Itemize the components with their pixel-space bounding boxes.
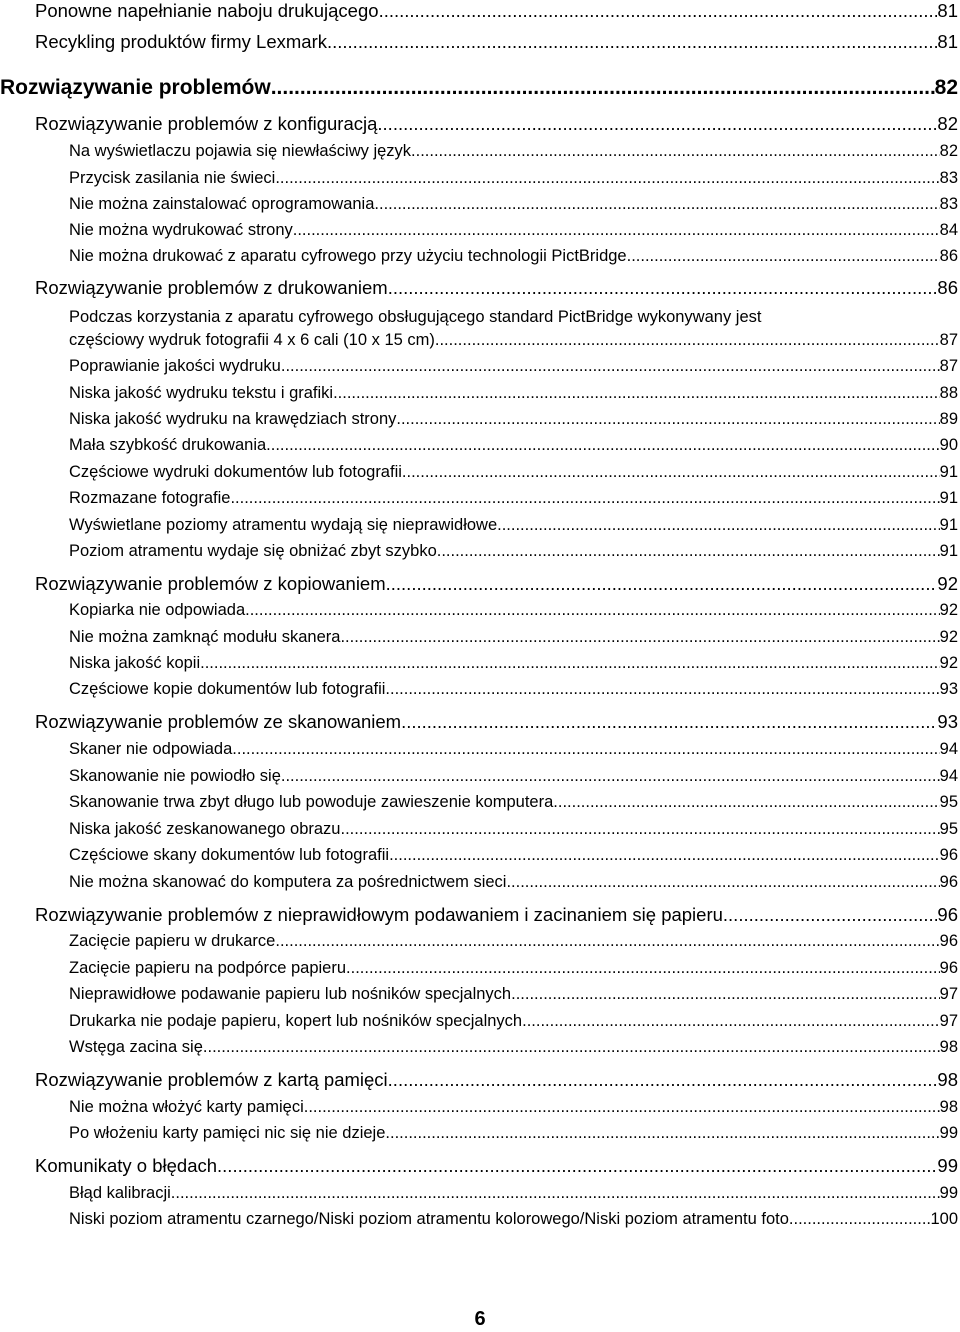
toc-entry[interactable] <box>35 0 958 22</box>
toc-subentry[interactable] <box>69 516 958 535</box>
leader-dots <box>401 711 937 733</box>
leader-dots <box>200 654 940 673</box>
toc-entry-title: Rozwiązywanie problemów z nieprawidłowym podawaniem i zacinaniem się papieru <box>35 904 723 925</box>
leader-dots <box>271 76 935 100</box>
toc-subentry-title: częściowy wydruk fotografii 4 x 6 cali (10 x 15 cm) <box>69 331 435 349</box>
toc-subentry[interactable] <box>69 410 958 429</box>
toc-subentry[interactable] <box>69 820 958 839</box>
toc-subentry[interactable] <box>69 932 958 951</box>
toc-entry-page: 98 <box>937 1069 958 1090</box>
toc-subentry[interactable] <box>69 331 958 350</box>
toc-subentry-page: 90 <box>939 436 958 454</box>
toc-subentry[interactable] <box>69 247 958 266</box>
toc-entry-page: 99 <box>937 1155 958 1176</box>
toc-subentry[interactable] <box>69 463 958 482</box>
toc-subentry-page: 89 <box>939 410 958 428</box>
toc-subentry[interactable] <box>69 221 958 240</box>
toc-entry-title: Recykling produktów firmy Lexmark <box>35 31 327 52</box>
leader-dots <box>389 846 940 865</box>
toc-subentry-page: 97 <box>939 985 958 1003</box>
toc-entry-title: Rozwiązywanie problemów z kartą pamięci <box>35 1069 388 1090</box>
leader-dots <box>789 1210 931 1229</box>
toc-entry-page: 92 <box>937 573 958 594</box>
toc-subentry-page: 84 <box>939 221 958 239</box>
toc-entry-page: 81 <box>937 31 958 52</box>
toc-subentry-page: 96 <box>939 932 958 950</box>
leader-dots <box>217 1155 937 1177</box>
toc-section-title: Rozwiązywanie problemów <box>0 76 271 99</box>
leader-dots <box>232 740 939 759</box>
leader-dots <box>388 277 938 299</box>
leader-dots <box>553 793 939 812</box>
toc-subentry-page: 96 <box>939 846 958 864</box>
toc-subentry-page: 86 <box>939 247 958 265</box>
toc-entry-title: Rozwiązywanie problemów z konfiguracją <box>35 113 378 134</box>
leader-dots <box>230 489 939 508</box>
page-number: 6 <box>474 1308 486 1330</box>
toc-subentry-title: Nie można drukować z aparatu cyfrowego przy użyciu technologii PictBridge <box>69 247 627 265</box>
toc-subentry-title: Niska jakość kopii <box>69 654 201 672</box>
toc-section-page: 82 <box>934 76 958 99</box>
toc-entry-title: Rozwiązywanie problemów z drukowaniem <box>35 277 388 298</box>
leader-dots <box>333 384 940 403</box>
toc-subentry-page: 88 <box>939 384 958 402</box>
toc-subentry[interactable] <box>69 1124 958 1143</box>
leader-dots <box>341 820 940 839</box>
leader-dots <box>522 1012 940 1031</box>
toc-subentry-title: Skanowanie trwa zbyt długo lub powoduje zawieszenie komputera <box>69 793 554 811</box>
toc-subentry-page: 99 <box>939 1124 958 1142</box>
leader-dots <box>293 221 940 240</box>
toc-subentry-title: Częściowe wydruki dokumentów lub fotografii <box>69 463 402 481</box>
toc-subentry-page: 91 <box>939 516 958 534</box>
toc-entry[interactable] <box>35 711 958 733</box>
toc-subentry-title: Nie można wydrukować strony <box>69 221 293 239</box>
toc-subentry-page: 92 <box>939 601 958 619</box>
toc-subentry-title: Kopiarka nie odpowiada <box>69 601 246 619</box>
toc-subentry[interactable] <box>69 1098 958 1117</box>
toc-subentry[interactable] <box>69 959 958 978</box>
leader-dots <box>388 1069 938 1091</box>
toc-subentry-page: 94 <box>939 767 958 785</box>
leader-dots <box>379 0 938 22</box>
toc-subentry[interactable] <box>69 1184 958 1203</box>
toc-subentry[interactable] <box>69 628 958 647</box>
toc-subentry[interactable] <box>69 169 958 188</box>
toc-subentry[interactable] <box>69 436 958 455</box>
toc-subentry[interactable] <box>69 846 958 865</box>
toc-entry-page: 82 <box>937 113 958 134</box>
toc-entry-page: 81 <box>937 0 958 21</box>
toc-subentry-title: Przycisk zasilania nie świeci <box>69 169 276 187</box>
toc-subentry-page: 91 <box>939 542 958 560</box>
toc-subentry-title: Nieprawidłowe podawanie papieru lub nośników specjalnych <box>69 985 512 1003</box>
toc-subentry-title: Mała szybkość drukowania <box>69 436 267 454</box>
toc-entry-page: 86 <box>937 277 958 298</box>
toc-entry-title: Komunikaty o błędach <box>35 1155 218 1176</box>
toc-subentry-title: Nie można zainstalować oprogramowania <box>69 195 375 213</box>
toc-subentry-title: Zacięcie papieru na podpórce papieru <box>69 959 347 977</box>
leader-dots <box>385 1124 939 1143</box>
leader-dots <box>327 31 937 53</box>
toc-entry[interactable] <box>35 31 958 53</box>
toc-subentry-page: 82 <box>939 142 958 160</box>
toc-subentry-page: 94 <box>939 740 958 758</box>
toc-subentry-page: 97 <box>939 1012 958 1030</box>
toc-subentry-title: Nie można włożyć karty pamięci <box>69 1098 304 1116</box>
toc-entry-page: 93 <box>937 711 958 732</box>
toc-subentry-title: Wyświetlane poziomy atramentu wydają się nieprawidłowe <box>69 516 498 534</box>
leader-dots <box>497 516 940 535</box>
toc-subentry-page: 99 <box>939 1184 958 1202</box>
leader-dots <box>396 410 939 429</box>
leader-dots <box>245 601 940 620</box>
toc-subentry[interactable] <box>69 384 958 403</box>
toc-entry-title: Ponowne napełnianie naboju drukującego <box>35 0 379 21</box>
toc-subentry[interactable] <box>69 680 958 699</box>
toc-subentry-page: 96 <box>939 959 958 977</box>
leader-dots <box>340 628 939 647</box>
toc-subentry[interactable] <box>69 142 958 161</box>
toc-subentry-title: Niska jakość zeskanowanego obrazu <box>69 820 341 838</box>
toc-subentry-page: 83 <box>939 195 958 213</box>
toc-subentry-page: 91 <box>939 489 958 507</box>
leader-dots <box>266 436 939 455</box>
toc-subentry-page: 92 <box>939 628 958 646</box>
toc-entry[interactable] <box>35 573 958 595</box>
toc-subentry[interactable] <box>69 793 958 812</box>
leader-dots <box>441 542 939 561</box>
toc-subentry-title: Poprawianie jakości wydruku <box>69 357 281 375</box>
toc-subentry[interactable] <box>69 654 958 673</box>
leader-dots <box>377 113 937 135</box>
toc-subentry-page: 96 <box>939 873 958 891</box>
toc-subentry-title: Zacięcie papieru w drukarce <box>69 932 276 950</box>
toc-entry-page: 96 <box>937 904 958 925</box>
leader-dots <box>402 463 940 482</box>
leader-dots <box>411 142 940 161</box>
toc-subentry[interactable] <box>69 767 958 786</box>
toc-subentry-title: Poziom atramentu wydaje się obniżać zbyt szybko. <box>69 542 442 560</box>
leader-dots <box>275 169 939 188</box>
toc-entry[interactable] <box>35 277 958 299</box>
toc-subentry-title: Na wyświetlaczu pojawia się niewłaściwy język <box>69 142 412 160</box>
leader-dots <box>435 331 940 350</box>
toc-subentry-title: Skanowanie nie powiodło się <box>69 767 281 785</box>
leader-dots <box>511 985 940 1004</box>
leader-dots <box>171 1184 940 1203</box>
toc-subentry[interactable] <box>69 489 958 508</box>
toc-subentry-page: 93 <box>939 680 958 698</box>
leader-dots <box>386 573 938 595</box>
toc-subentry-title: Rozmazane fotografie <box>69 489 231 507</box>
toc-subentry-title: Niska jakość wydruku na krawędziach strony <box>69 410 397 428</box>
toc-subentry[interactable] <box>69 1012 958 1031</box>
leader-dots <box>281 767 940 786</box>
toc-section[interactable] <box>0 76 958 100</box>
toc-subentry[interactable] <box>69 195 958 214</box>
leader-dots <box>203 1038 940 1057</box>
toc-subentry-title: Drukarka nie podaje papieru, kopert lub nośników specjalnych <box>69 1012 523 1030</box>
toc-subentry-title: Błąd kalibracji <box>69 1184 171 1202</box>
toc-subentry[interactable] <box>69 873 958 892</box>
toc-subentry[interactable] <box>69 740 958 759</box>
toc-subentry-page: 87 <box>939 331 958 349</box>
toc-entry-title: Rozwiązywanie problemów ze skanowaniem <box>35 711 402 732</box>
toc-subentry-title: Skaner nie odpowiada <box>69 740 233 758</box>
leader-dots <box>385 680 939 699</box>
toc-subentry-title: Nie można skanować do komputera za pośrednictwem sieci <box>69 873 507 891</box>
toc-subentry[interactable] <box>69 357 958 376</box>
leader-dots <box>506 873 939 892</box>
toc-entry[interactable] <box>35 113 958 135</box>
toc-subentry-title: Wstęga zacina się <box>69 1038 203 1056</box>
toc-subentry-title: Po włożeniu karty pamięci nic się nie dzieje <box>69 1124 386 1142</box>
leader-dots <box>374 195 939 214</box>
toc-subentry[interactable] <box>69 1038 958 1057</box>
toc-subentry[interactable] <box>69 985 958 1004</box>
toc-subentry-page: 87 <box>939 357 958 375</box>
toc-subentry-title: Częściowe kopie dokumentów lub fotografii <box>69 680 386 698</box>
toc-subentry-page: 83 <box>939 169 958 187</box>
leader-dots <box>346 959 940 978</box>
toc-subentry-page: 98 <box>939 1038 958 1056</box>
toc-subentry-title: Częściowe skany dokumentów lub fotografii <box>69 846 390 864</box>
toc-entry[interactable] <box>35 904 958 926</box>
toc-subentry-page: 98 <box>939 1098 958 1116</box>
toc-subentry-title: Nie można zamknąć modułu skanera <box>69 628 341 646</box>
toc-subentry-page: 95 <box>939 793 958 811</box>
toc-entry[interactable] <box>35 1069 958 1091</box>
toc-subentry-page: 91 <box>939 463 958 481</box>
toc-entry[interactable] <box>35 1155 958 1177</box>
leader-dots <box>304 1098 940 1117</box>
toc-subentry-title: Niska jakość wydruku tekstu i grafiki <box>69 384 334 402</box>
leader-dots <box>723 904 938 926</box>
toc-subentry-page: 100 <box>930 1210 958 1228</box>
leader-dots <box>627 247 940 266</box>
toc-subentry[interactable] <box>69 1210 958 1229</box>
leader-dots <box>275 932 939 951</box>
leader-dots <box>281 357 940 376</box>
toc-subentry-first-line[interactable]: Podczas korzystania z aparatu cyfrowego obsługującego standard PictBridge wykonywany jest <box>69 308 762 326</box>
toc-subentry[interactable] <box>69 601 958 620</box>
toc-subentry-title: Niski poziom atramentu czarnego/Niski poziom atramentu kolorowego/Niski poziom atramentu foto <box>69 1210 789 1228</box>
toc-subentry[interactable] <box>69 542 958 561</box>
toc-entry-title: Rozwiązywanie problemów z kopiowaniem <box>35 573 386 594</box>
toc-subentry-page: 92 <box>939 654 958 672</box>
toc-subentry-page: 95 <box>939 820 958 838</box>
